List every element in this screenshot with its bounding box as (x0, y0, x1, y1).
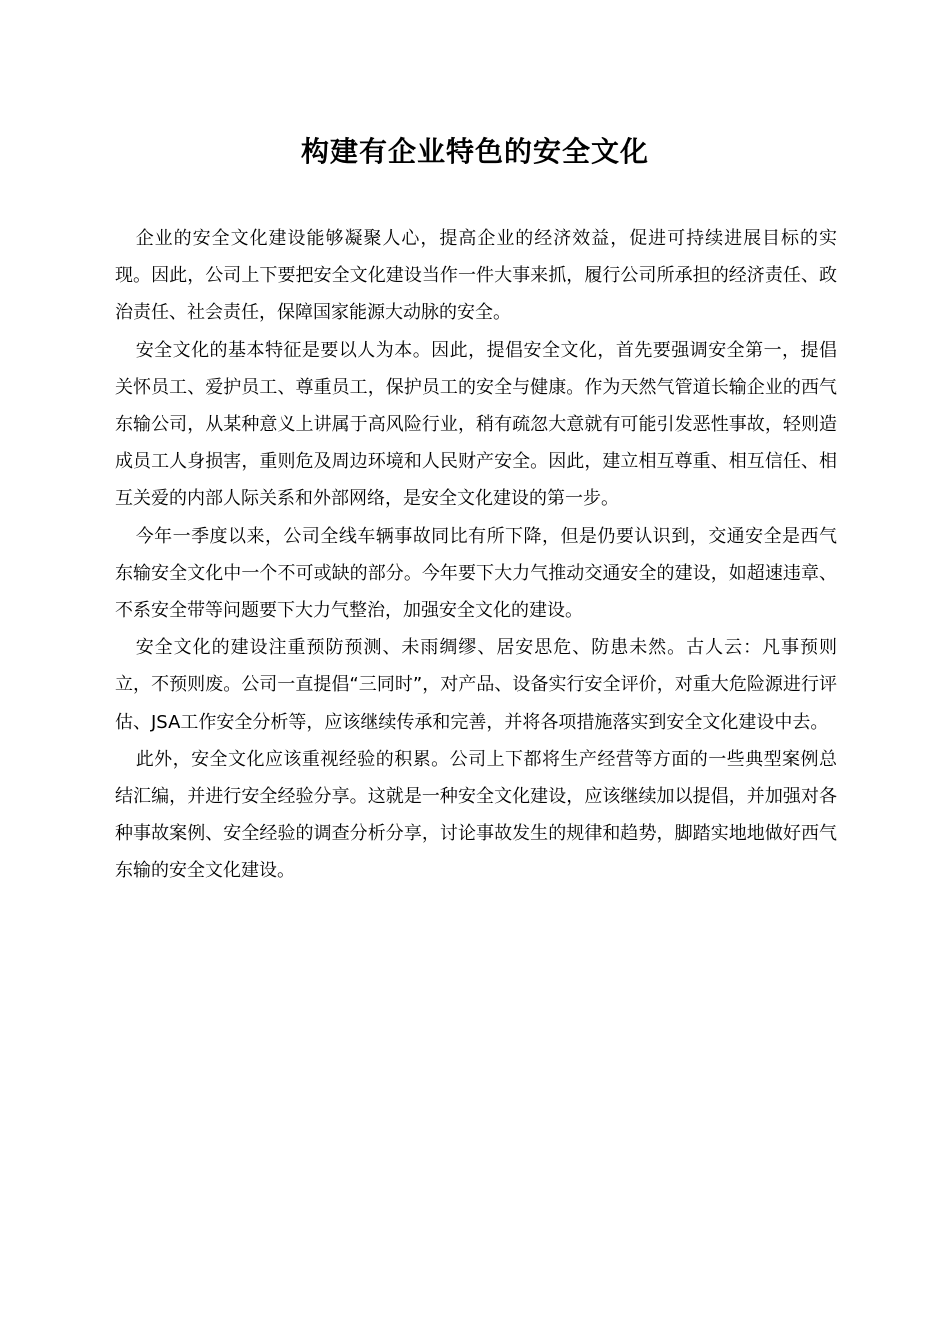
document-title: 构建有企业特色的安全文化 (300, 135, 649, 168)
paragraph: 安全文化的基本特征是要以人为本。因此，提倡安全文化，首先要强调安全第一，提倡关怀员工、爱护员工、尊重员工，保护员工的安全与健康。作为天然气管道长输企业的西气东输公司，从某种意义上讲属于高风险行业，稍有疏忽大意就有可能引发恶性事故，轻则造成员工人身损害，重则危及周边环境和人民财产安全。因此，建立相互尊重、相互信任、相互关爱的内部人际关系和外部网络，是安全文化建设的第一步。 (115, 339, 837, 510)
paragraph: 此外，安全文化应该重视经验的积累。公司上下都将生产经营等方面的一些典型案例总结汇编，并进行安全经验分享。这就是一种安全文化建设，应该继续加以提倡，并加强对各种事故案例、安全经验的调查分析分享，讨论事故发生的规律和趋势，脚踏实地地做好西气东输的安全文化建设。 (115, 748, 837, 882)
paragraph: 今年一季度以来，公司全线车辆事故同比有所下降，但是仍要认识到，交通安全是西气东输安全文化中一个不可或缺的部分。今年要下大力气推动交通安全的建设，如超速违章、不系安全带等问题要下大力气整治，加强安全文化的建设。 (115, 525, 837, 622)
paragraph: 安全文化的建设注重预防预测、未雨绸缪、居安思危、防患未然。古人云：凡事预则立，不预则废。公司一直提倡“三同时”，对产品、设备实行安全评价，对重大危险源进行评估、JSA工作安全分析等，应该继续传承和完善，并将各项措施落实到安全文化建设中去。 (115, 637, 837, 733)
document-body (115, 220, 837, 890)
paragraph: 企业的安全文化建设能够凝聚人心，提高企业的经济效益，促进可持续进展目标的实现。因此，公司上下要把安全文化建设当作一件大事来抓，履行公司所承担的经济责任、政治责任、社会责任，保障国家能源大动脉的安全。 (115, 228, 837, 324)
